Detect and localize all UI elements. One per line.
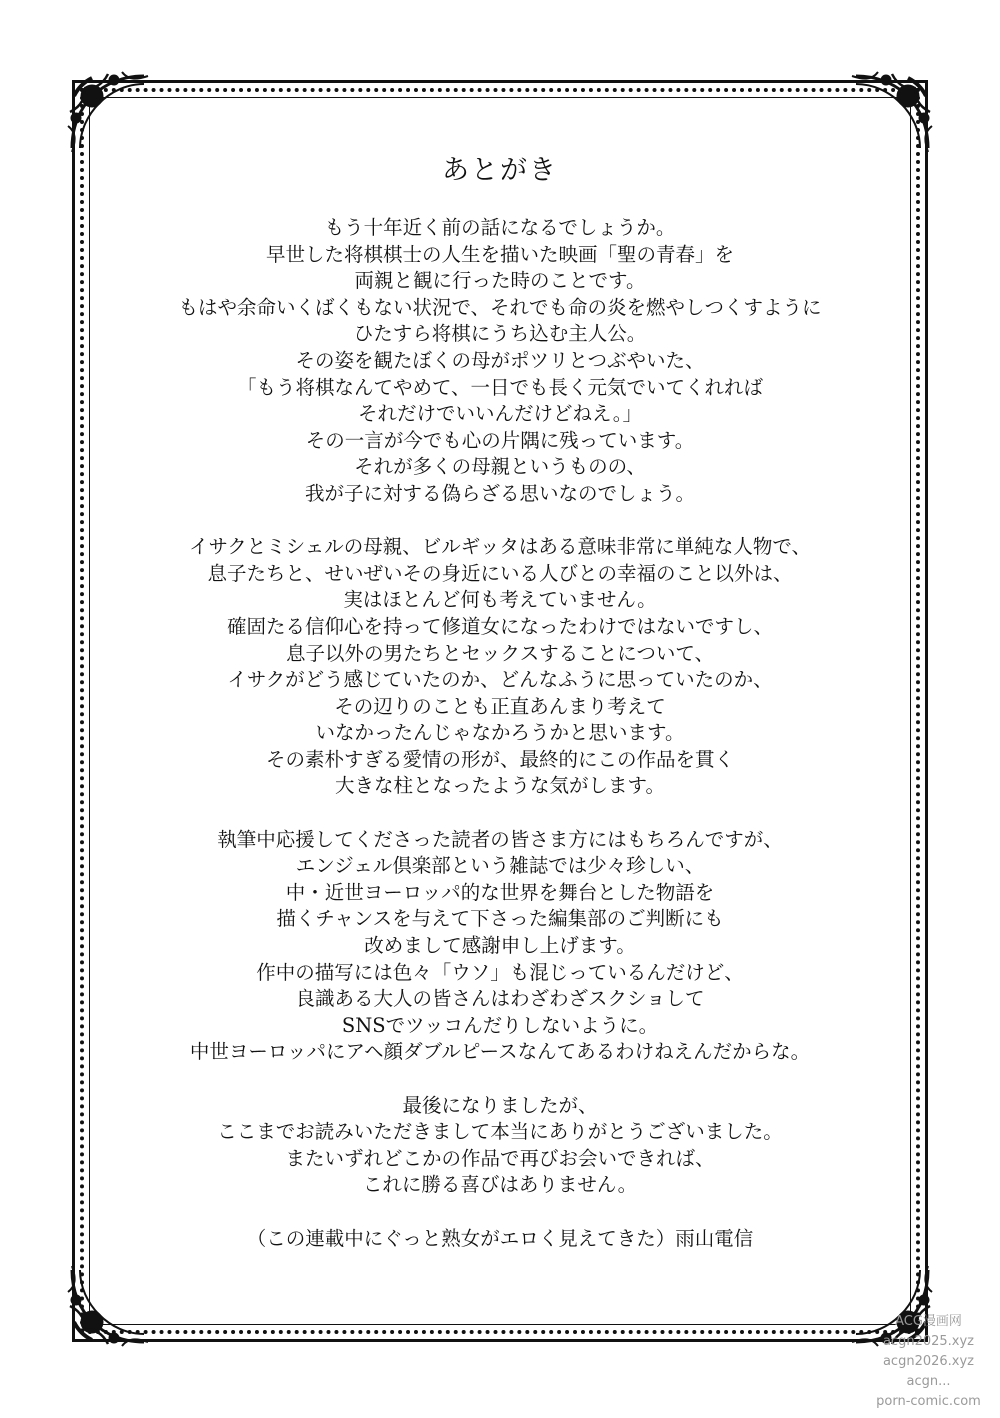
text-line: 作中の描写には色々「ウソ」も混じっているんだけど、 — [256, 960, 744, 984]
text-line: イサクとミシェルの母親、ビルギッタはある意味非常に単純な人物で、 — [188, 535, 812, 559]
author-signature: （この連載中にぐっと熟女がエロく見えてきた）雨山電信 — [246, 1226, 754, 1250]
text-line: 実はほとんど何も考えていません。 — [343, 588, 657, 612]
paragraph-2 — [120, 534, 880, 800]
text-line: それだけでいいんだけどねえ。」 — [358, 402, 642, 426]
text-line: 「もう将棋なんてやめて、一日でも長く元気でいてくれれば — [236, 375, 764, 399]
paragraph-4 — [120, 1093, 880, 1199]
afterword-body — [120, 215, 880, 1252]
watermark-line: ACG漫画网 — [895, 1314, 962, 1329]
text-line: これに勝る喜びはありません。 — [362, 1173, 638, 1197]
paragraph-3 — [120, 827, 880, 1066]
text-line: イサクがどう感じていたのか、どんなふうに思っていたのか、 — [227, 668, 773, 692]
text-line: 中・近世ヨーロッパ的な世界を舞台とした物語を — [285, 880, 715, 904]
text-line: 我が子に対する偽らざる思いなのでしょう。 — [304, 481, 695, 505]
text-line: SNSでツッコんだりしないように。 — [341, 1013, 659, 1037]
text-line: 両親と観に行った時のことです。 — [354, 269, 646, 293]
text-line: 大きな柱となったような気がします。 — [335, 774, 665, 798]
text-line: その一言が今でも心の片隅に残っています。 — [305, 428, 695, 452]
text-line: 最後になりましたが、 — [402, 1093, 598, 1117]
text-line: その辺りのことも正直あんまり考えて — [334, 694, 666, 718]
text-line: エンジェル倶楽部という雑誌では少々珍しい、 — [295, 854, 705, 878]
text-line: 息子以外の男たちとセックスすることについて、 — [285, 641, 715, 665]
watermark-line: acgn... — [906, 1374, 951, 1389]
text-line: またいずれどこかの作品で再びお会いできれば、 — [285, 1146, 715, 1170]
text-line: 中世ヨーロッパにアヘ顔ダブルピースなんてあるわけねえんだからな。 — [189, 1040, 811, 1064]
ornamental-corner-icon — [62, 1260, 154, 1352]
watermark-line: porn-comic.com — [876, 1394, 981, 1409]
watermark — [861, 1312, 996, 1412]
ornamental-corner-icon — [62, 66, 154, 158]
text-line: ここまでお読みいただきまして本当にありがとうございました。 — [217, 1120, 783, 1144]
text-line: 良識ある大人の皆さんはわざわざスクショして — [295, 987, 705, 1011]
text-line: 早世した将棋棋士の人生を描いた映画「聖の青春」を — [265, 242, 734, 266]
text-line: それが多くの母親というものの、 — [354, 455, 646, 479]
watermark-line: acgn2026.xyz — [882, 1354, 975, 1369]
paragraph-1 — [120, 215, 880, 508]
text-line: 息子たちと、せいぜいその身近にいる人びとの幸福のこと以外は、 — [207, 561, 793, 585]
text-line: その素朴すぎる愛情の形が、最終的にこの作品を貫く — [265, 747, 734, 771]
text-line: 改めまして感謝申し上げます。 — [364, 934, 636, 958]
page-title: あとがき — [442, 155, 558, 186]
text-line: 執筆中応援してくださった読者の皆さま方にはもちろんですが、 — [217, 827, 783, 851]
text-line: ひたすら将棋にうち込む主人公。 — [353, 322, 647, 346]
text-line: もはや余命いくばくもない状況で、それでも命の炎を燃やしつくすように — [178, 295, 822, 319]
text-line: その姿を観たぼくの母がポツリとつぶやいた、 — [295, 348, 705, 372]
ornamental-corner-icon — [846, 66, 938, 158]
text-line: もう十年近く前の話になるでしょうか。 — [324, 216, 676, 239]
text-line: 描くチャンスを与えて下さった編集部のご判断にも — [276, 907, 724, 931]
text-line: 確固たる信仰心を持って修道女になったわけではないですし、 — [226, 614, 773, 638]
watermark-line: acgn2025.xyz — [882, 1334, 975, 1349]
text-line: いなかったんじゃなかろうかと思います。 — [315, 721, 685, 745]
